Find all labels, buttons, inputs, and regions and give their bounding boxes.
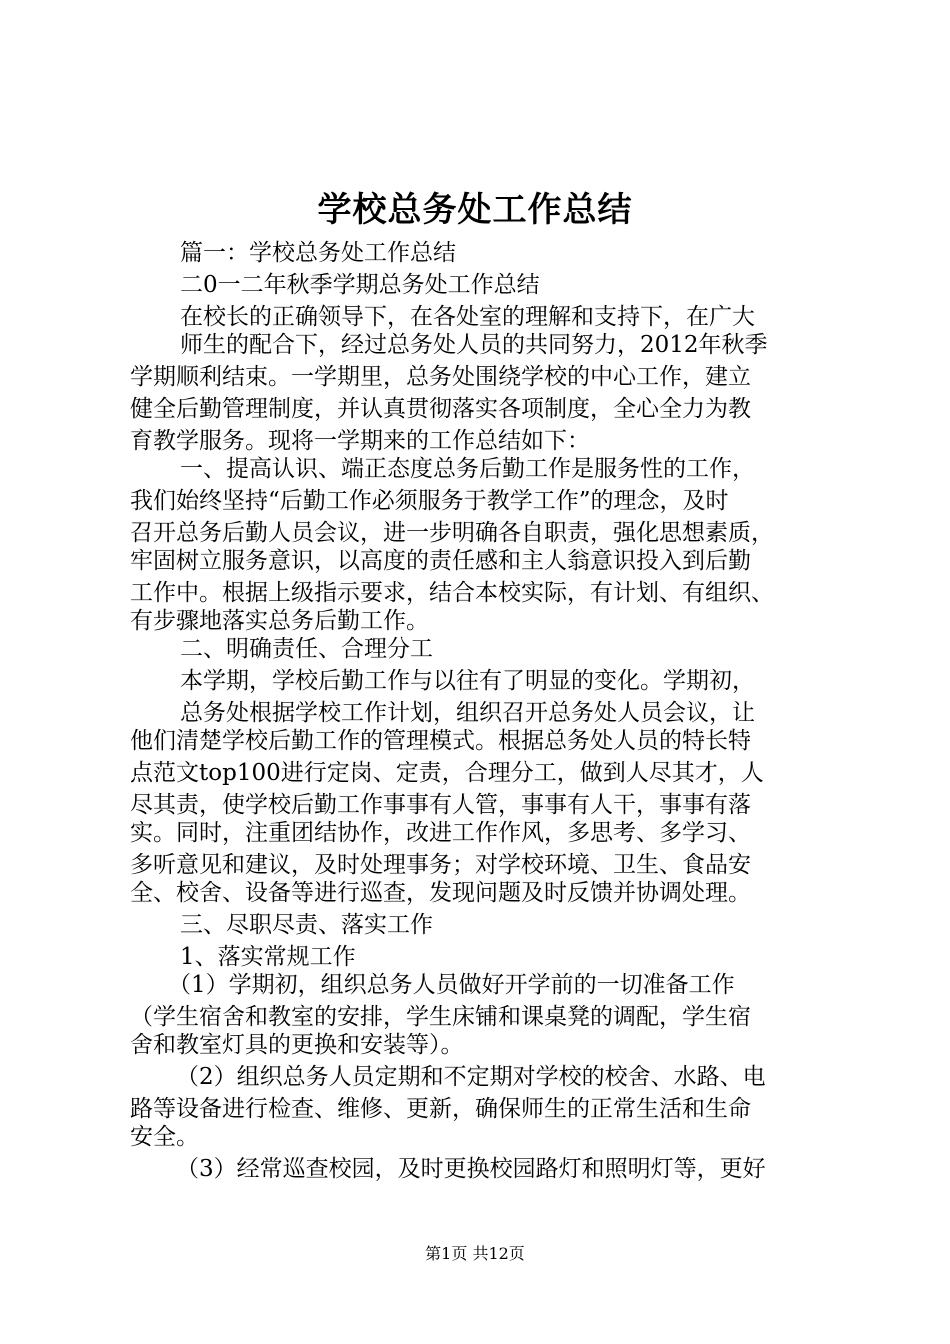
document-title: 学校总务处工作总结 (317, 190, 633, 230)
body-line: 在校长的正确领导下，在各处室的理解和支持下，在广大 (180, 304, 755, 330)
body-line: 点范文top100进行定岗、定责，合理分工，做到人尽其才，人 (130, 760, 764, 786)
body-line: 舍和教室灯具的更换和安装等）。 (130, 1032, 464, 1058)
body-line: 我们始终坚持“后勤工作必须服务于教学工作”的理念，及时 (130, 488, 729, 514)
body-line: 健全后勤管理制度，并认真贯彻落实各项制度，全心全力为教 (130, 396, 751, 422)
body-line: 学期顺利结束。一学期里，总务处围绕学校的中心工作，建立 (130, 364, 751, 390)
page-footer: 第1页 共12页 (425, 1244, 525, 1263)
body-line: 召开总务后勤人员会议，进一步明确各自职责，强化思想素质， (130, 520, 774, 546)
body-line: 他们清楚学校后勤工作的管理模式。根据总务处人员的特长特 (130, 728, 751, 754)
body-line: 全、校舍、设备等进行巡查，发现问题及时反馈并协调处理。 (130, 880, 751, 906)
body-line: （3）经常巡查校园，及时更换校园路灯和照明灯等，更好 (176, 1156, 766, 1182)
body-line: 师生的配合下，经过总务处人员的共同努力，2012年秋季 (180, 332, 768, 358)
section-heading: 三、尽职尽责、落实工作 (180, 912, 433, 938)
body-line: 实。同时，注重团结协作，改进工作作风，多思考、多学习、 (130, 820, 751, 846)
body-line: 有步骤地落实总务后勤工作。 (130, 608, 429, 634)
body-line: 篇一：学校总务处工作总结 (180, 240, 456, 266)
body-line: （学生宿舍和教室的安排，学生床铺和课桌凳的调配，学生宿 (130, 1004, 751, 1030)
body-line: （2）组织总务人员定期和不定期对学校的校舍、水路、电 (176, 1064, 766, 1090)
body-line: 路等设备进行检查、维修、更新，确保师生的正常生活和生命 (130, 1096, 751, 1122)
body-line: 工作中。根据上级指示要求，结合本校实际，有计划、有组织、 (130, 580, 774, 606)
body-line: 总务处根据学校工作计划，组织召开总务处人员会议，让 (180, 700, 755, 726)
body-line: 多听意见和建议，及时处理事务；对学校环境、卫生、食品安 (130, 852, 751, 878)
body-line: 安全。 (130, 1124, 199, 1150)
body-line: 牢固树立服务意识，以高度的责任感和主人翁意识投入到后勤 (130, 548, 751, 574)
body-line: 二0一二年秋季学期总务处工作总结 (180, 272, 540, 298)
section-heading: 二、明确责任、合理分工 (180, 636, 433, 662)
body-line: 一、提高认识、端正态度总务后勤工作是服务性的工作， (180, 456, 755, 482)
body-line: 育教学服务。现将一学期来的工作总结如下： (130, 428, 590, 454)
subsection-heading: 1、落实常规工作 (180, 944, 356, 970)
body-line: 尽其责，使学校后勤工作事事有人管，事事有人干，事事有落 (130, 792, 751, 818)
body-line: （1）学期初，组织总务人员做好开学前的一切准备工作 (168, 972, 735, 998)
body-line: 本学期，学校后勤工作与以往有了明显的变化。学期初， (180, 668, 755, 694)
